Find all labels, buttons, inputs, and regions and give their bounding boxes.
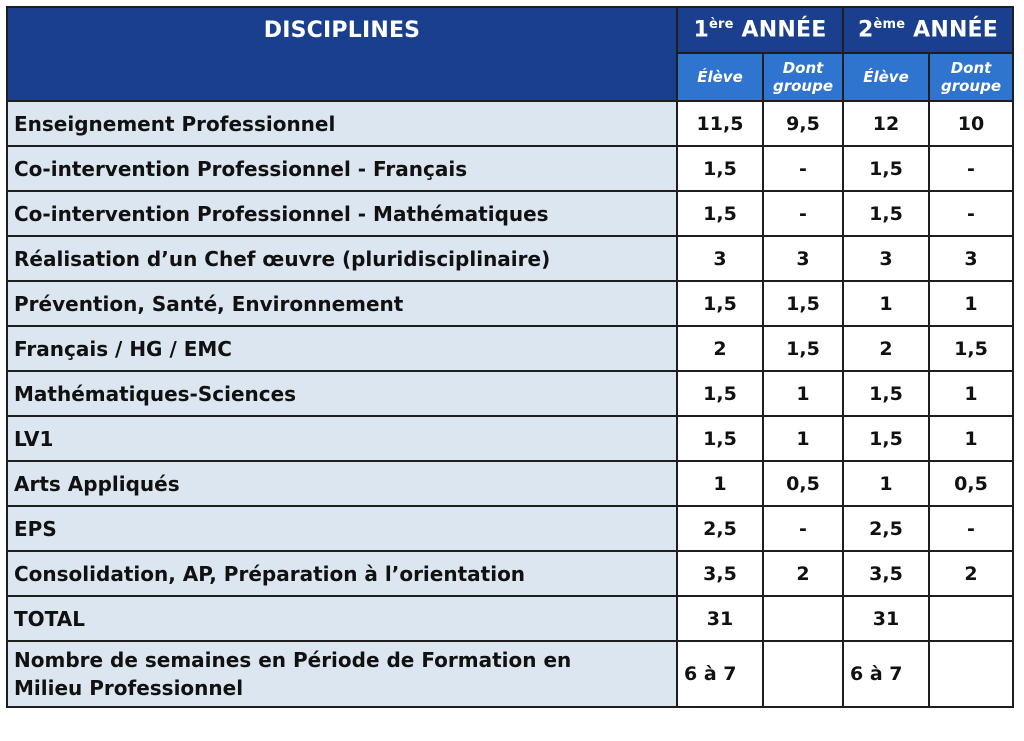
year2-group-hours: 10 (929, 101, 1013, 146)
year1-group-hours (763, 596, 843, 641)
year2-word: ANNÉE (905, 17, 999, 43)
discipline-label: Réalisation d’un Chef œuvre (pluridisciplinaire) (7, 236, 677, 281)
year1-group-hours: 0,5 (763, 461, 843, 506)
year1-student-hours: 1,5 (677, 371, 763, 416)
discipline-label (7, 641, 677, 707)
y2-group-header (929, 53, 1013, 101)
year2-student-hours: 1 (843, 461, 929, 506)
year2-student-hours: 1,5 (843, 371, 929, 416)
year1-student-hours: 1,5 (677, 416, 763, 461)
table-row (7, 101, 1013, 146)
year1-header (677, 7, 843, 53)
year1-group-hours: 2 (763, 551, 843, 596)
year2-group-hours: 1,5 (929, 326, 1013, 371)
year2-group-hours: 3 (929, 236, 1013, 281)
year1-group-hours: - (763, 146, 843, 191)
table-row (7, 506, 1013, 551)
disciplines-header: DISCIPLINES (7, 7, 677, 101)
y1-group-line1: Dont (782, 59, 824, 77)
table-row (7, 596, 1013, 641)
year2-header (843, 7, 1013, 53)
y2-group-line1: Dont (950, 59, 992, 77)
year1-student-hours: 3 (677, 236, 763, 281)
year2-student-hours: 1 (843, 281, 929, 326)
year1-student-hours: 11,5 (677, 101, 763, 146)
y1-group-header (763, 53, 843, 101)
year1-group-hours: 3 (763, 236, 843, 281)
rows-body (7, 101, 1013, 707)
table-row (7, 461, 1013, 506)
year1-student-hours: 1,5 (677, 191, 763, 236)
discipline-label: Prévention, Santé, Environnement (7, 281, 677, 326)
year1-group-hours: 1,5 (763, 326, 843, 371)
table-row (7, 281, 1013, 326)
year2-group-hours: 0,5 (929, 461, 1013, 506)
header-row (7, 7, 1013, 53)
discipline-label: Mathématiques-Sciences (7, 371, 677, 416)
year2-group-hours: 1 (929, 281, 1013, 326)
year1-student-hours: 1 (677, 461, 763, 506)
discipline-label: Français / HG / EMC (7, 326, 677, 371)
table-row (7, 326, 1013, 371)
timetable (6, 6, 1014, 708)
year2-group-hours: 2 (929, 551, 1013, 596)
discipline-label: Arts Appliqués (7, 461, 677, 506)
year2-student-hours: 2 (843, 326, 929, 371)
year1-group-hours: 1 (763, 416, 843, 461)
year2-group-hours: - (929, 191, 1013, 236)
table-row (7, 371, 1013, 416)
year1-group-hours: - (763, 191, 843, 236)
table-row (7, 641, 1013, 707)
year2-group-hours: 1 (929, 371, 1013, 416)
year1-student-hours: 2,5 (677, 506, 763, 551)
discipline-label: TOTAL (7, 596, 677, 641)
year2-suffix: ème (873, 17, 906, 33)
year1-student-hours: 6 à 7 (677, 641, 763, 707)
discipline-label: Consolidation, AP, Préparation à l’orientation (7, 551, 677, 596)
table-row (7, 551, 1013, 596)
year2-student-hours: 3 (843, 236, 929, 281)
year2-ordinal: 2 (857, 17, 874, 43)
year1-suffix: ère (709, 17, 734, 33)
year2-student-hours: 2,5 (843, 506, 929, 551)
year2-group-hours: - (929, 506, 1013, 551)
year2-student-hours: 6 à 7 (843, 641, 929, 707)
y2-student-header: Élève (843, 53, 929, 101)
year1-group-hours (763, 641, 843, 707)
year2-group-hours (929, 596, 1013, 641)
table-row (7, 236, 1013, 281)
year1-ordinal: 1 (693, 17, 710, 43)
year1-word: ANNÉE (733, 17, 827, 43)
year2-student-hours: 3,5 (843, 551, 929, 596)
year1-student-hours: 1,5 (677, 281, 763, 326)
year2-student-hours: 12 (843, 101, 929, 146)
year1-student-hours: 1,5 (677, 146, 763, 191)
year1-group-hours: 1,5 (763, 281, 843, 326)
label-line: Nombre de semaines en Période de Formation en (14, 648, 572, 672)
table-row (7, 416, 1013, 461)
y1-student-header: Élève (677, 53, 763, 101)
label-line: Milieu Professionnel (14, 676, 244, 700)
year2-group-hours: 1 (929, 416, 1013, 461)
year1-student-hours: 3,5 (677, 551, 763, 596)
year2-student-hours: 31 (843, 596, 929, 641)
year1-student-hours: 31 (677, 596, 763, 641)
year1-group-hours: 9,5 (763, 101, 843, 146)
y1-group-line2: groupe (772, 77, 834, 95)
y2-group-line2: groupe (940, 77, 1002, 95)
year2-student-hours: 1,5 (843, 146, 929, 191)
year2-student-hours: 1,5 (843, 416, 929, 461)
year2-group-hours (929, 641, 1013, 707)
year1-group-hours: 1 (763, 371, 843, 416)
discipline-label: Co-intervention Professionnel - Français (7, 146, 677, 191)
discipline-label: Co-intervention Professionnel - Mathématiques (7, 191, 677, 236)
table-row (7, 191, 1013, 236)
discipline-label: LV1 (7, 416, 677, 461)
year2-student-hours: 1,5 (843, 191, 929, 236)
discipline-label: Enseignement Professionnel (7, 101, 677, 146)
year1-group-hours: - (763, 506, 843, 551)
year2-group-hours: - (929, 146, 1013, 191)
table-row (7, 146, 1013, 191)
discipline-label: EPS (7, 506, 677, 551)
year1-student-hours: 2 (677, 326, 763, 371)
